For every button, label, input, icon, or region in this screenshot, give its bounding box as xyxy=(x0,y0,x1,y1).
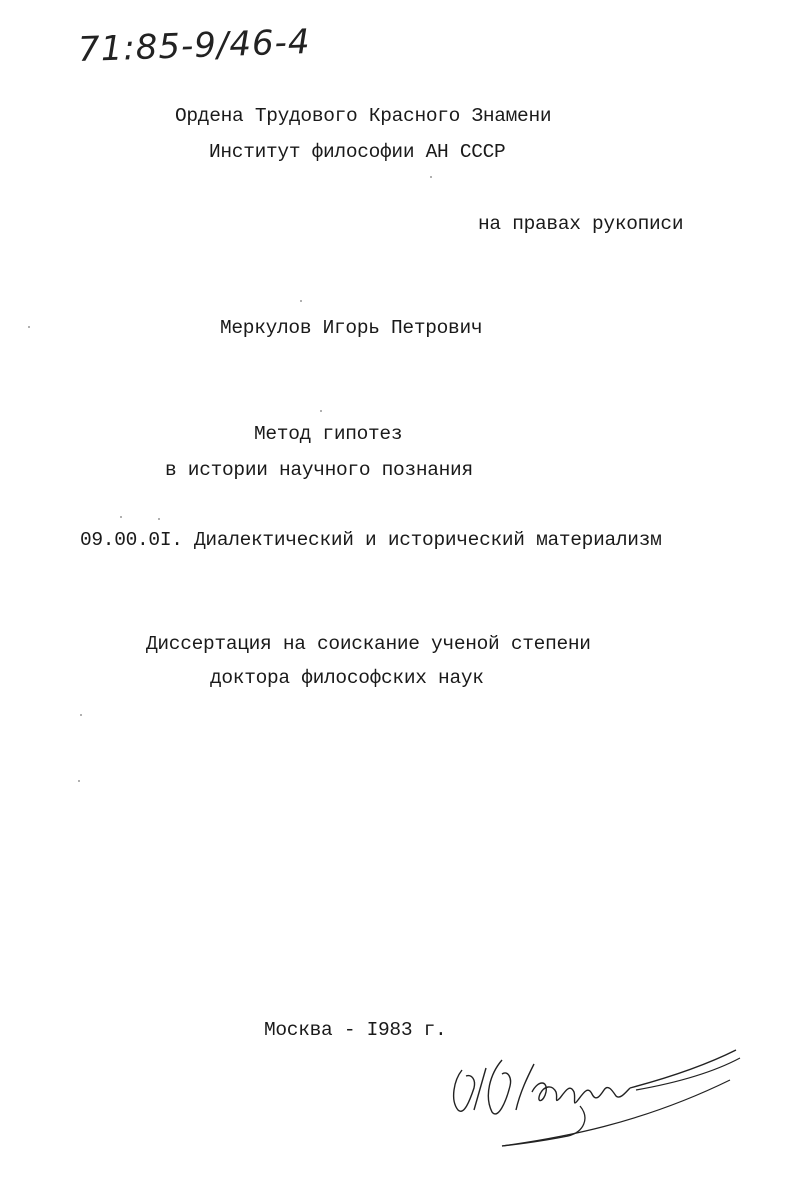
paper-speck xyxy=(430,176,432,178)
dissertation-line-1: Диссертация на соискание ученой степени xyxy=(146,633,591,655)
dissertation-line-2: доктора философских наук xyxy=(210,667,484,689)
organization-line-2: Институт философии АН СССР xyxy=(209,141,506,163)
archive-mark: 71:85-9/46-4 xyxy=(77,21,312,71)
paper-speck xyxy=(80,714,82,716)
paper-speck xyxy=(28,326,30,328)
title-line-2: в истории научного познания xyxy=(165,459,473,481)
paper-speck xyxy=(120,516,122,518)
rights-note: на правах рукописи xyxy=(478,213,684,235)
specialty-code: 09.00.0I. Диалектический и исторический материализм xyxy=(80,529,662,551)
author-name: Меркулов Игорь Петрович xyxy=(220,317,483,339)
paper-speck xyxy=(320,410,322,412)
paper-speck xyxy=(78,780,80,782)
signature-scribble xyxy=(440,1040,760,1160)
organization-line-1: Ордена Трудового Красного Знамени xyxy=(175,105,552,127)
title-line-1: Метод гипотез xyxy=(254,423,403,445)
place-year: Москва - I983 г. xyxy=(264,1019,447,1041)
paper-speck xyxy=(300,300,302,302)
paper-speck xyxy=(158,518,160,520)
